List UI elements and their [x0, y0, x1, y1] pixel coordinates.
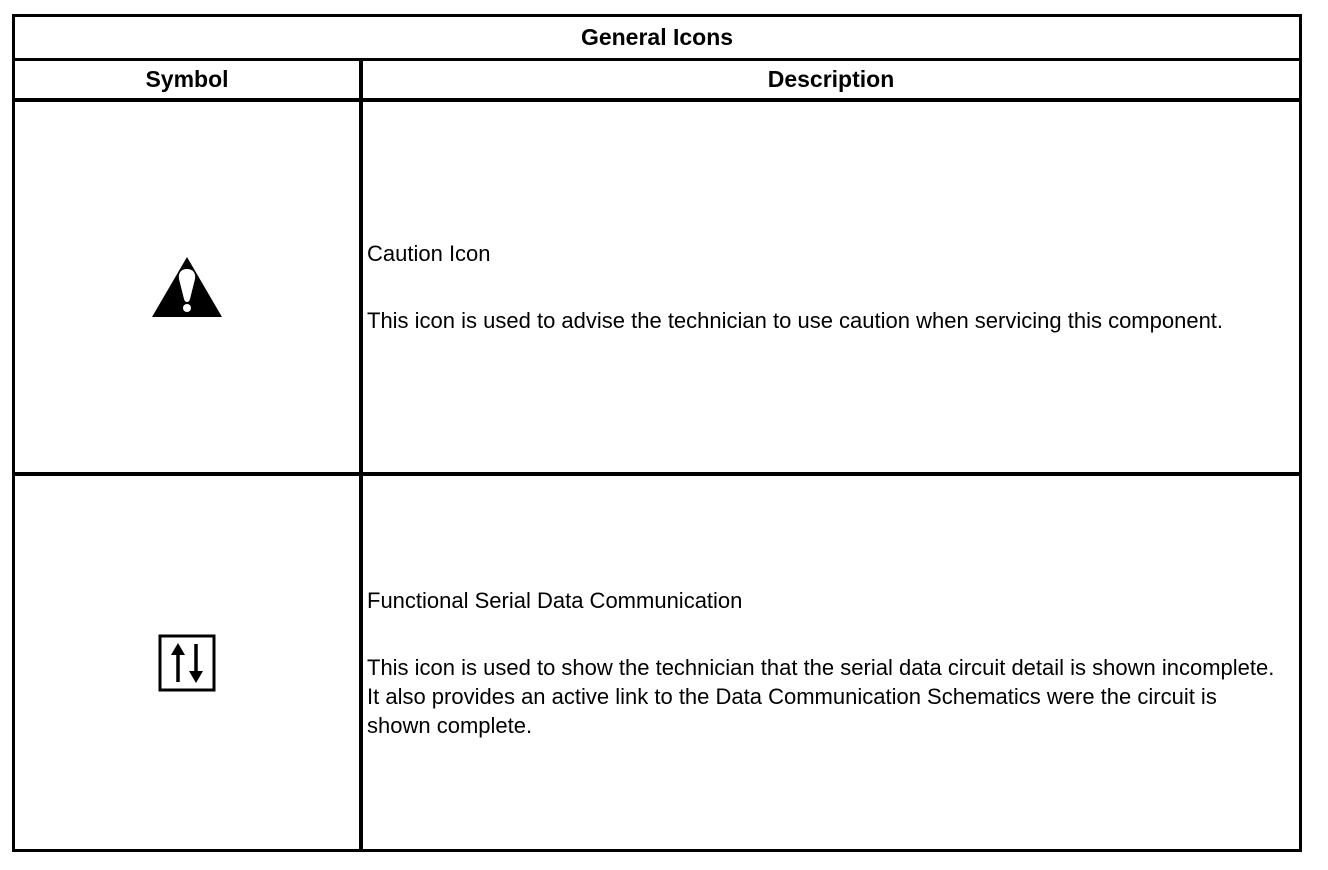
- icon-description: This icon is used to advise the technician to use caution when servicing this component.: [367, 308, 1224, 333]
- header-row: [15, 61, 1299, 102]
- description-cell: [367, 102, 1279, 472]
- serial-data-arrows-icon[interactable]: [158, 634, 216, 692]
- general-icons-table: [12, 14, 1302, 852]
- symbol-cell: [15, 476, 359, 849]
- symbol-cell: [15, 102, 359, 472]
- table-row: [15, 102, 1299, 476]
- table-row: [15, 476, 1299, 849]
- table-title-text: General Icons: [580, 24, 734, 50]
- caution-triangle-icon: [151, 255, 223, 319]
- description-cell: [367, 476, 1279, 849]
- symbol-column-header: [15, 61, 359, 98]
- icon-name: Functional Serial Data Communication: [367, 587, 743, 613]
- symbol-header-text: Symbol: [145, 66, 229, 92]
- description-header-text: Description: [767, 66, 895, 92]
- icon-description: This icon is used to show the technician that the serial data circuit detail is shown incomplete. It also provides an active link to the Data Communication Schematics were the circuit is shown complete.: [367, 654, 1275, 738]
- table-title: [15, 17, 1299, 61]
- icon-name: Caution Icon: [367, 241, 491, 266]
- description-column-header: [363, 61, 1299, 98]
